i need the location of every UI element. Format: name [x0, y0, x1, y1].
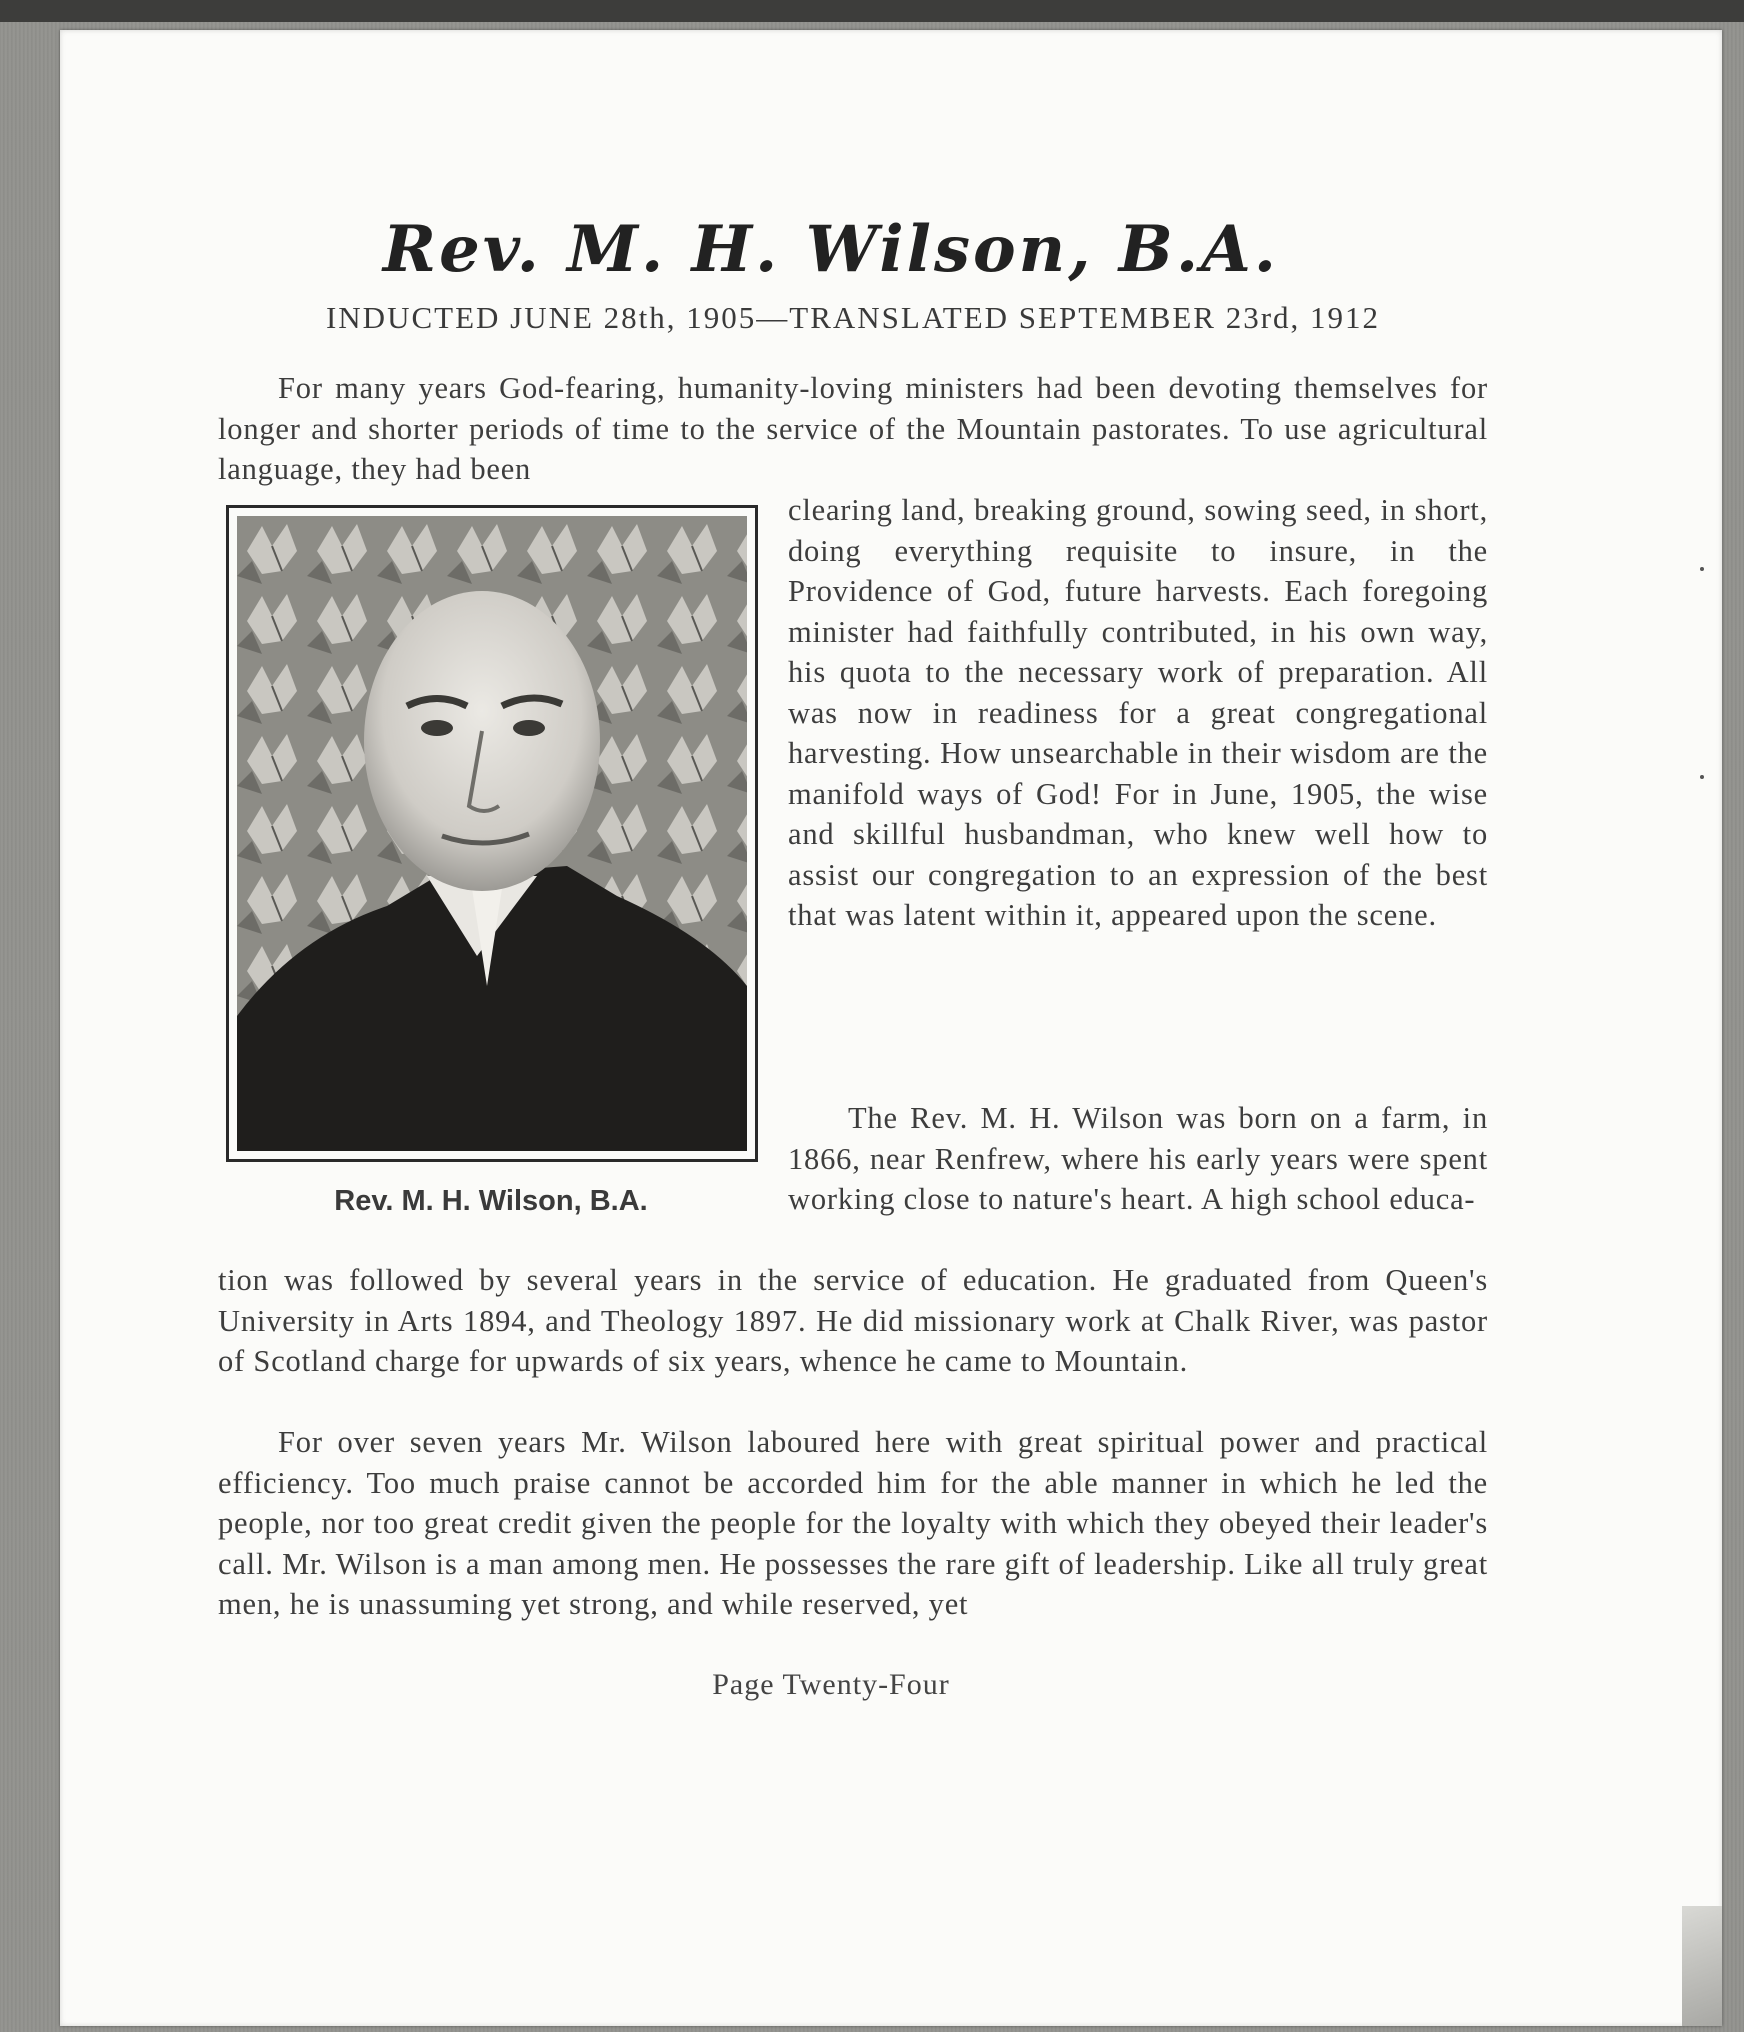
induction-dates: INDUCTED JUNE 28th, 1905—TRANSLATED SEPTEMBER 23rd, 1912 — [325, 300, 1381, 335]
margin-speck — [1700, 567, 1704, 571]
paragraph-biography-continued: tion was followed by several years in the service of education. He graduated from Queen's University in Arts 1894, and Theology 1897. He did missionary work at Chalk River, was pastor of Scotland charge for upwards of six years, whence he came to Mountain. — [218, 1263, 1488, 1378]
margin-speck — [1700, 775, 1704, 779]
paragraph-tribute: For over seven years Mr. Wilson laboured here with great spiritual power and practical efficiency. Too much praise cannot be accorded him for the able manner in which he led the people, nor too great credit given the people for the loyalty with which they obeyed their leader's call. Mr. Wilson is a man among men. He possesses the rare gift of leadership. Like all truly great men, he is unassuming yet strong, and while reserved, yet — [218, 1425, 1488, 1621]
portrait-frame — [226, 505, 758, 1162]
paragraph-intro: For many years God-fearing, humanity-loving ministers had been devoting themselves for longer and shorter periods of time to the service of the Mountain pastorates. To use agricultural language, they had been — [218, 371, 1488, 486]
paragraph-biography-start: The Rev. M. H. Wilson was born on a farm, in 1866, near Renfrew, where his early years were spent working close to nature's heart. A high school educa- — [788, 1101, 1488, 1216]
page-number: Page Twenty-Four — [712, 1668, 950, 1701]
page-corner-shadow — [1682, 1906, 1722, 2026]
portrait-photo — [237, 516, 747, 1151]
page-title: Rev. M. H. Wilson, B.A. — [382, 212, 1280, 287]
photo-caption: Rev. M. H. Wilson, B.A. — [334, 1185, 648, 1217]
scan-top-edge — [0, 0, 1744, 22]
paragraph-column: clearing land, breaking ground, sowing seed, in short, doing everything requisite to insure, in the Providence of God, future harvests. Each foregoing minister had faithfully contributed, in his own way, his quota to the necessary work of preparation. All was now in readiness for a great congregational harvesting. How unsearchable in their wisdom are the manifold ways of God! For in June, 1905, the wise and skillful husbandman, who knew well how to assist our congregation to an expression of the best that was latent within it, appeared upon the scene. — [788, 493, 1488, 932]
